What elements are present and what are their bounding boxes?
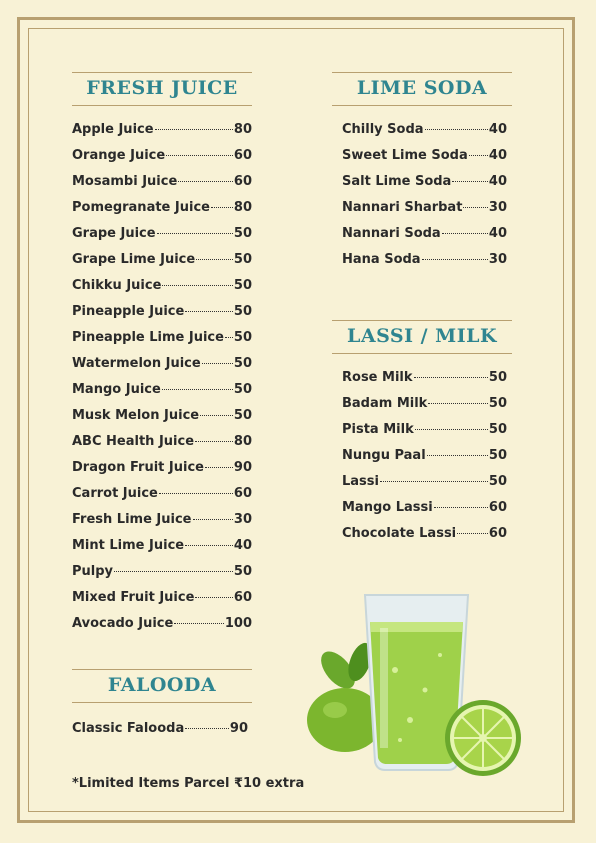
leader-dots bbox=[178, 181, 233, 182]
menu-item-price: 50 bbox=[233, 304, 252, 319]
menu-item-price: 60 bbox=[233, 174, 252, 189]
menu-item bbox=[72, 330, 252, 356]
leader-dots bbox=[414, 377, 488, 378]
falooda-heading bbox=[72, 669, 252, 703]
menu-item-name: Chilly Soda bbox=[342, 122, 424, 137]
menu-item bbox=[72, 148, 252, 174]
menu-item-price: 50 bbox=[233, 226, 252, 241]
menu-item-price: 60 bbox=[233, 486, 252, 501]
leader-dots bbox=[457, 533, 488, 534]
menu-item bbox=[342, 200, 507, 226]
lime-slice-icon bbox=[445, 700, 521, 776]
menu-item-price: 40 bbox=[488, 148, 507, 163]
parcel-note: *Limited Items Parcel ₹10 extra bbox=[72, 776, 305, 791]
leader-dots bbox=[427, 455, 488, 456]
leader-dots bbox=[205, 467, 233, 468]
menu-item-price: 50 bbox=[233, 356, 252, 371]
juice-glass-illustration bbox=[300, 580, 530, 780]
menu-item-name: Mango Lassi bbox=[342, 500, 433, 515]
menu-item bbox=[342, 474, 507, 500]
leader-dots bbox=[159, 493, 233, 494]
falooda-list bbox=[72, 721, 248, 747]
leader-dots bbox=[195, 597, 232, 598]
menu-item-name: Chocolate Lassi bbox=[342, 526, 457, 541]
menu-item-name: Dragon Fruit Juice bbox=[72, 460, 204, 475]
menu-item-price: 90 bbox=[233, 460, 252, 475]
fresh-juice-list bbox=[72, 122, 252, 642]
menu-item bbox=[342, 122, 507, 148]
menu-item-name: ABC Health Juice bbox=[72, 434, 195, 449]
menu-item bbox=[72, 252, 252, 278]
menu-item-price: 80 bbox=[233, 200, 252, 215]
menu-item-price: 30 bbox=[233, 512, 252, 527]
menu-item-name: Mango Juice bbox=[72, 382, 161, 397]
menu-item bbox=[72, 174, 252, 200]
menu-item-price: 40 bbox=[233, 538, 252, 553]
menu-item bbox=[72, 304, 252, 330]
leader-dots bbox=[425, 129, 488, 130]
leader-dots bbox=[442, 233, 488, 234]
menu-item-price: 100 bbox=[224, 616, 252, 631]
menu-item-price: 80 bbox=[233, 434, 252, 449]
menu-item-name: Mosambi Juice bbox=[72, 174, 178, 189]
menu-item bbox=[72, 721, 248, 747]
leader-dots bbox=[202, 363, 233, 364]
lassi-milk-heading bbox=[332, 320, 512, 354]
menu-item-name: Classic Falooda bbox=[72, 721, 185, 736]
leader-dots bbox=[185, 311, 233, 312]
menu-item-price: 40 bbox=[488, 122, 507, 137]
menu-item-price: 60 bbox=[233, 148, 252, 163]
menu-item-price: 50 bbox=[233, 252, 252, 267]
menu-item-price: 50 bbox=[233, 408, 252, 423]
menu-item-name: Pineapple Juice bbox=[72, 304, 185, 319]
leader-dots bbox=[463, 207, 487, 208]
leader-dots bbox=[452, 181, 488, 182]
menu-item bbox=[72, 512, 252, 538]
leader-dots bbox=[211, 207, 233, 208]
leader-dots bbox=[157, 233, 233, 234]
menu-item bbox=[72, 486, 252, 512]
menu-item bbox=[342, 422, 507, 448]
menu-item-name: Watermelon Juice bbox=[72, 356, 201, 371]
lime-soda-list bbox=[342, 122, 507, 278]
lime-soda-title: LIME SODA bbox=[356, 77, 488, 99]
menu-item-price: 40 bbox=[488, 226, 507, 241]
menu-item-name: Carrot Juice bbox=[72, 486, 158, 501]
menu-item-name: Pista Milk bbox=[342, 422, 414, 437]
menu-item bbox=[342, 226, 507, 252]
menu-item-name: Pineapple Lime Juice bbox=[72, 330, 224, 345]
leader-dots bbox=[200, 415, 233, 416]
menu-item bbox=[72, 538, 252, 564]
menu-item-price: 50 bbox=[233, 278, 252, 293]
menu-item bbox=[72, 200, 252, 226]
menu-item bbox=[72, 122, 252, 148]
leader-dots bbox=[155, 129, 233, 130]
menu-item-price: 60 bbox=[233, 590, 252, 605]
menu-item bbox=[342, 526, 507, 552]
menu-item bbox=[72, 616, 252, 642]
menu-item-name: Apple Juice bbox=[72, 122, 154, 137]
menu-item-name: Salt Lime Soda bbox=[342, 174, 452, 189]
menu-item-price: 80 bbox=[233, 122, 252, 137]
menu-item-price: 90 bbox=[229, 721, 248, 736]
menu-item bbox=[72, 382, 252, 408]
menu-item-name: Badam Milk bbox=[342, 396, 428, 411]
menu-item bbox=[342, 370, 507, 396]
menu-item-name: Chikku Juice bbox=[72, 278, 162, 293]
menu-item-price: 50 bbox=[488, 396, 507, 411]
menu-item-name: Orange Juice bbox=[72, 148, 166, 163]
menu-item-price: 50 bbox=[233, 330, 252, 345]
menu-item bbox=[72, 278, 252, 304]
menu-item bbox=[72, 356, 252, 382]
leader-dots bbox=[195, 441, 233, 442]
menu-item-name: Nannari Sharbat bbox=[342, 200, 463, 215]
menu-item bbox=[342, 148, 507, 174]
fresh-juice-title: FRESH JUICE bbox=[86, 77, 238, 99]
menu-item bbox=[342, 396, 507, 422]
leader-dots bbox=[196, 259, 233, 260]
leader-dots bbox=[162, 285, 233, 286]
leader-dots bbox=[469, 155, 488, 156]
lassi-milk-list bbox=[342, 370, 507, 552]
leader-dots bbox=[428, 403, 488, 404]
menu-item bbox=[72, 590, 252, 616]
menu-item-name: Lassi bbox=[342, 474, 379, 489]
menu-item bbox=[342, 448, 507, 474]
lassi-milk-title: LASSI / MILK bbox=[347, 325, 497, 347]
leader-dots bbox=[193, 519, 233, 520]
menu-item-price: 50 bbox=[488, 474, 507, 489]
menu-item-price: 40 bbox=[488, 174, 507, 189]
lime-soda-heading bbox=[332, 72, 512, 106]
menu-item-name: Grape Lime Juice bbox=[72, 252, 196, 267]
leader-dots bbox=[422, 259, 488, 260]
menu-item bbox=[342, 500, 507, 526]
menu-item bbox=[342, 252, 507, 278]
menu-item bbox=[72, 408, 252, 434]
menu-item-name: Hana Soda bbox=[342, 252, 421, 267]
leader-dots bbox=[225, 337, 233, 338]
menu-item-name: Mixed Fruit Juice bbox=[72, 590, 195, 605]
falooda-title: FALOODA bbox=[107, 674, 217, 696]
menu-item-name: Mint Lime Juice bbox=[72, 538, 185, 553]
leader-dots bbox=[162, 389, 233, 390]
menu-item-name: Musk Melon Juice bbox=[72, 408, 200, 423]
menu-item-price: 30 bbox=[488, 200, 507, 215]
menu-item-name: Sweet Lime Soda bbox=[342, 148, 468, 163]
menu-item-name: Pomegranate Juice bbox=[72, 200, 210, 215]
menu-item-name: Rose Milk bbox=[342, 370, 413, 385]
menu-item-name: Avocado Juice bbox=[72, 616, 174, 631]
leader-dots bbox=[114, 571, 233, 572]
menu-item-name: Pulpy bbox=[72, 564, 114, 579]
leader-dots bbox=[185, 728, 229, 729]
menu-item bbox=[342, 174, 507, 200]
menu-item-price: 50 bbox=[233, 382, 252, 397]
leader-dots bbox=[185, 545, 233, 546]
leader-dots bbox=[380, 481, 488, 482]
leader-dots bbox=[166, 155, 233, 156]
menu-item-price: 50 bbox=[233, 564, 252, 579]
menu-item bbox=[72, 460, 252, 486]
menu-item-price: 50 bbox=[488, 448, 507, 463]
fresh-juice-heading bbox=[72, 72, 252, 106]
leader-dots bbox=[434, 507, 488, 508]
menu-item-name: Grape Juice bbox=[72, 226, 156, 241]
menu-item bbox=[72, 226, 252, 252]
menu-item-price: 60 bbox=[488, 526, 507, 541]
menu-item-price: 60 bbox=[488, 500, 507, 515]
menu-item bbox=[72, 564, 252, 590]
leader-dots bbox=[174, 623, 224, 624]
menu-item-price: 50 bbox=[488, 370, 507, 385]
menu-item-name: Fresh Lime Juice bbox=[72, 512, 192, 527]
leader-dots bbox=[415, 429, 488, 430]
menu-item bbox=[72, 434, 252, 460]
menu-item-name: Nannari Soda bbox=[342, 226, 441, 241]
menu-item-price: 30 bbox=[488, 252, 507, 267]
menu-item-name: Nungu Paal bbox=[342, 448, 426, 463]
menu-item-price: 50 bbox=[488, 422, 507, 437]
